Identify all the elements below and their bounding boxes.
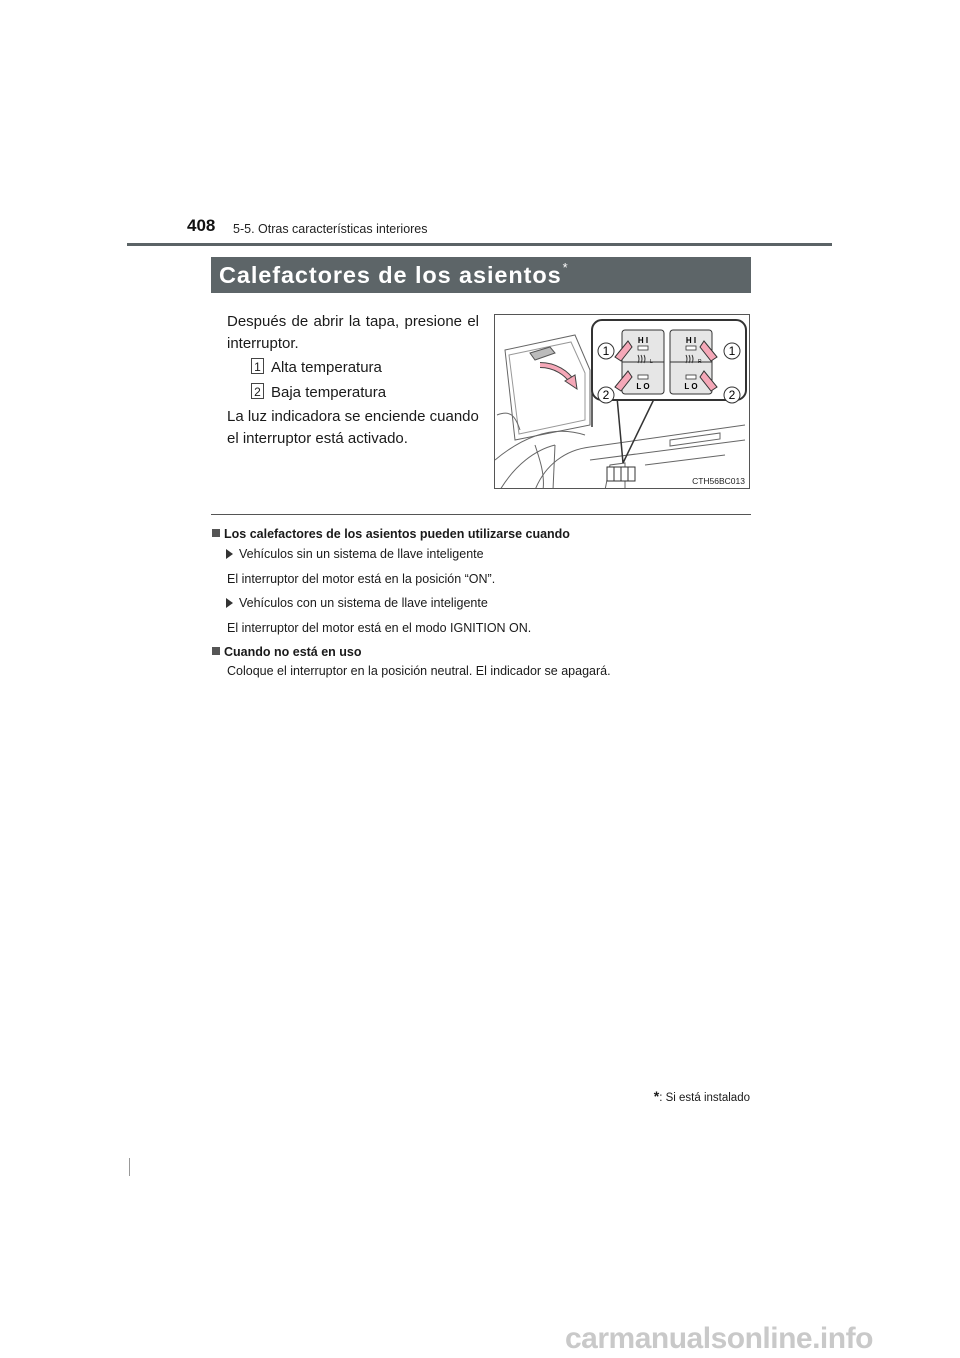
condition-bullet [226,547,484,561]
list-item [251,382,386,404]
number-label: 2 [251,383,264,399]
seat-heater-illustration [494,314,750,489]
bullet-label: Vehículos con un sistema de llave inteligente [239,596,488,610]
bullet-text: El interruptor del motor está en la posición “ON”. [227,572,496,586]
subheading [212,527,570,541]
footnote [620,1088,750,1104]
footnote-asterisk: * [653,1088,660,1104]
triangle-bullet-icon [226,549,233,559]
condition-bullet [226,596,488,610]
intro-text: Después de abrir la tapa, presione el interruptor. [227,313,479,352]
note-text: Coloque el interruptor en la posición neutral. El indicador se apagará. [227,664,611,678]
switch-lo-left: L O [636,382,650,391]
title-asterisk: * [562,260,569,275]
item-label: Baja temperatura [271,384,387,401]
page-title [211,257,751,293]
title-text: Calefactores de los asientos [219,262,562,288]
indicator-text: La luz indicadora se enciende cuando el interruptor está activado. [227,408,479,447]
illustration-drawing [495,315,750,489]
callout-1-left: 1 [602,344,610,358]
figure-code: CTH56BC013 [692,476,745,486]
callout-2-left: 2 [602,388,610,402]
page-number: 408 [187,216,216,235]
callout-2-right: 2 [728,388,736,402]
triangle-bullet-icon [226,598,233,608]
subheading-text: Los calefactores de los asientos pueden utilizarse cuando [224,527,570,541]
switch-lo-right: L O [684,382,698,391]
header-rule [127,243,832,246]
switch-hi-right: H I [685,336,697,345]
item-label: Alta temperatura [271,359,382,376]
switch-right-letter: R [698,359,702,365]
bullet-label: Vehículos sin un sistema de llave inteligente [239,547,484,561]
footnote-text: : Si está instalado [659,1092,750,1104]
subheading-text: Cuando no está en uso [224,645,362,659]
section-label: 5-5. Otras características interiores [233,222,428,236]
footer-watermark: carmanualsonline.info [565,1322,873,1355]
switch-hi-left: H I [637,336,649,345]
callout-1-right: 1 [728,344,736,358]
square-bullet-icon [212,529,220,537]
switch-left-letter: L [650,359,653,365]
section-divider [211,514,751,515]
subheading [212,645,362,659]
margin-mark [129,1158,130,1176]
bullet-text: El interruptor del motor está en el modo IGNITION ON. [227,621,532,635]
square-bullet-icon [212,647,220,655]
list-item [251,357,382,379]
number-label: 1 [251,358,264,374]
